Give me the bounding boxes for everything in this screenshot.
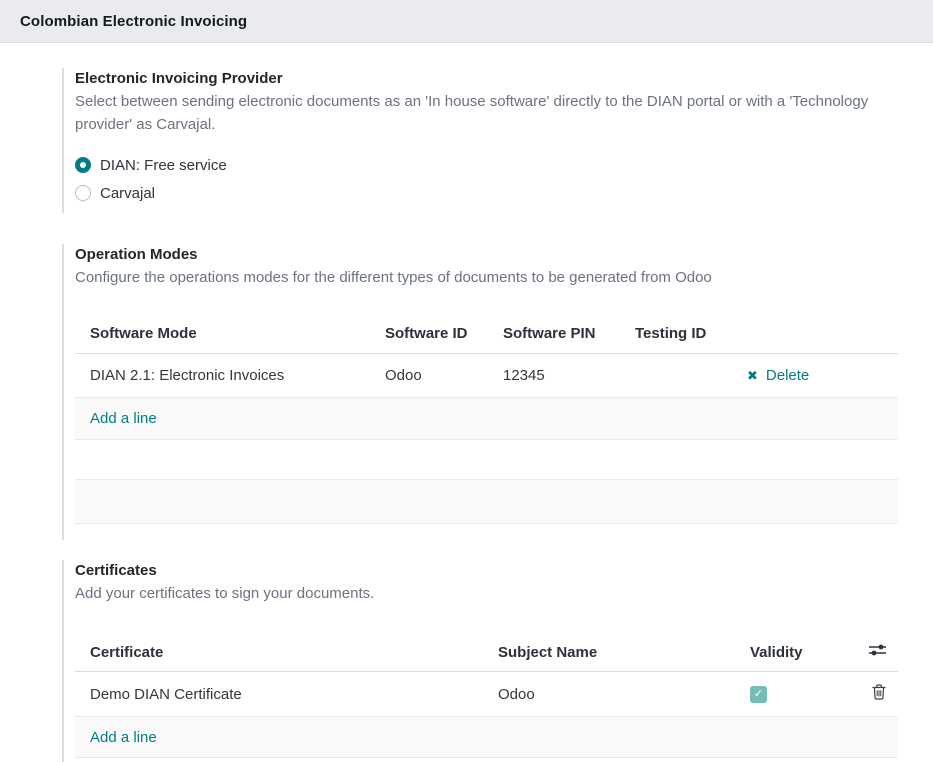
certificates-description: Add your certificates to sign your documents. [75,584,375,602]
operation-modes-description: Configure the operations modes for the different types of documents to be generated from Odoo [75,269,712,286]
add-a-line-link[interactable]: Add a line [90,728,157,746]
validity-checkbox[interactable] [750,686,767,703]
check-icon: ✓ [753,687,764,700]
add-line-row [75,717,898,758]
operation-mode-row [75,353,898,397]
cell-certificate[interactable]: Demo DIAN Certificate [75,672,498,717]
cell-validity [750,672,855,717]
radio-option-dian[interactable] [75,151,913,179]
cell-testing-id[interactable] [635,353,735,397]
delete-row-button[interactable] [735,367,809,384]
cell-subject-name[interactable]: Odoo [498,672,750,717]
operation-modes-section [62,244,913,540]
cell-delete [855,672,898,717]
radio-option-dian-label: DIAN: Free service [100,156,227,174]
column-header-testing-id[interactable]: Testing ID [635,315,735,353]
column-header-options [855,634,898,672]
certificate-row [75,672,898,717]
column-header-software-mode[interactable]: Software Mode [75,315,385,353]
empty-row [75,479,898,523]
column-header-software-pin[interactable]: Software PIN [503,315,635,353]
radio-option-carvajal-label: Carvajal [100,184,156,202]
radio-unselected-icon[interactable] [75,185,91,201]
optional-columns-icon[interactable] [869,643,886,657]
delete-x-icon: ✖ [747,367,758,383]
certificates-header-row [75,634,898,672]
provider-section-title: Electronic Invoicing Provider [75,70,283,87]
page-title: Colombian Electronic Invoicing [20,12,248,30]
cell-actions [735,353,898,397]
cell-software-mode[interactable]: DIAN 2.1: Electronic Invoices [75,353,385,397]
column-header-certificate[interactable]: Certificate [75,634,498,672]
certificates-table [75,634,898,759]
provider-radio-group [75,151,913,207]
column-header-software-id[interactable]: Software ID [385,315,503,353]
provider-section-description: Select between sending electronic documents as an 'In house software' directly to the DIAN portal or with a 'Technology provider' as Carvajal. [75,93,869,133]
column-header-subject-name[interactable]: Subject Name [498,634,750,672]
column-header-actions [735,315,898,353]
add-line-row [75,397,898,439]
radio-option-carvajal[interactable] [75,179,913,207]
operation-modes-table [75,315,898,524]
add-a-line-link[interactable]: Add a line [90,409,157,427]
cell-software-pin[interactable]: 12345 [503,353,635,397]
radio-selected-icon[interactable] [75,157,91,173]
certificates-section [62,560,913,762]
settings-section-header [0,0,933,43]
certificates-title: Certificates [75,561,157,579]
operation-modes-title: Operation Modes [75,246,198,263]
provider-section [62,68,913,213]
empty-row [75,439,898,479]
operation-modes-header-row [75,315,898,353]
delete-row-label: Delete [765,366,810,384]
trash-icon[interactable] [872,684,886,700]
cell-software-id[interactable]: Odoo [385,353,503,397]
column-header-validity[interactable]: Validity [750,634,855,672]
